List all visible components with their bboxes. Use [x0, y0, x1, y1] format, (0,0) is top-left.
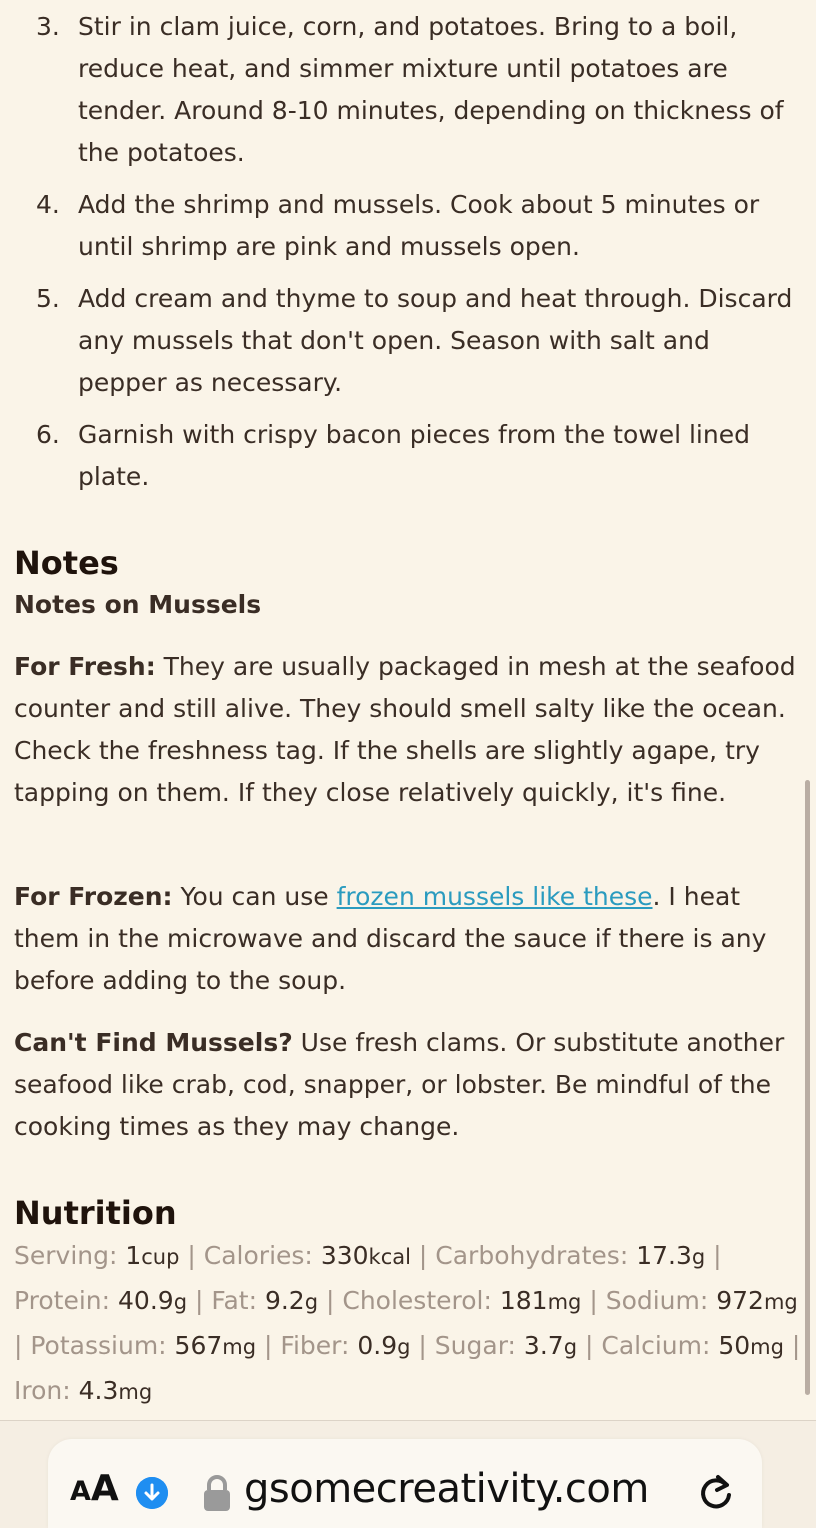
nutrition-label: Sodium:: [605, 1286, 717, 1315]
nutrition-label: Carbohydrates:: [435, 1241, 637, 1270]
nutrition-label: Calcium:: [601, 1331, 719, 1360]
note-fresh: [14, 646, 804, 814]
step-number: 4.: [36, 190, 60, 219]
nutrition-unit: cup: [141, 1245, 180, 1269]
nutrition-separator: |: [577, 1331, 602, 1360]
nutrition-value: 3.7: [523, 1331, 564, 1360]
nutrition-value: 181: [499, 1286, 548, 1315]
nutrition-unit: g: [173, 1290, 188, 1314]
step-number: 3.: [36, 12, 60, 41]
notes-subheading: Notes on Mussels: [14, 590, 262, 619]
nutrition-item-calcium: [601, 1331, 784, 1360]
nutrition-separator: |: [179, 1241, 204, 1270]
nutrition-label: Sugar:: [434, 1331, 524, 1360]
download-arrow-icon[interactable]: [136, 1477, 168, 1509]
nutrition-value: 1: [125, 1241, 142, 1270]
nutrition-label: Fiber:: [280, 1331, 358, 1360]
nutrition-value: 40.9: [118, 1286, 174, 1315]
notes-heading: Notes: [14, 544, 119, 582]
nutrition-unit: g: [397, 1335, 411, 1359]
nutrition-label: Calories:: [203, 1241, 321, 1270]
note-frozen-text-before: You can use: [172, 882, 337, 911]
nutrition-value: 9.2: [264, 1286, 305, 1315]
step-number: 6.: [36, 420, 60, 449]
step-text: Add cream and thyme to soup and heat through. Discard any mussels that don't open. Season with salt and pepper as necessary.: [78, 284, 793, 397]
url-text[interactable]: gsomecreativity.com: [244, 1466, 649, 1512]
step-text: Garnish with crispy bacon pieces from the towel lined plate.: [78, 420, 750, 491]
reader-text-size-button[interactable]: [70, 1469, 119, 1512]
step-number: 5.: [36, 284, 60, 313]
aa-big-letter: A: [90, 1468, 119, 1509]
nutrition-unit: mg: [763, 1290, 798, 1314]
nutrition-item-fat: [211, 1286, 318, 1315]
nutrition-value: 0.9: [357, 1331, 398, 1360]
nutrition-item-protein: [14, 1286, 187, 1315]
browser-bottom-bar: [0, 1420, 816, 1528]
nutrition-unit: mg: [750, 1335, 784, 1359]
step-text: Stir in clam juice, corn, and potatoes. Bring to a boil, reduce heat, and simmer mixture until potatoes are tender. Around 8-10 minutes, depending on thickness of the potatoes.: [78, 12, 784, 167]
note-frozen-label: For Frozen:: [14, 882, 173, 911]
nutrition-separator: |: [581, 1286, 606, 1315]
aa-small-letter: A: [70, 1476, 91, 1507]
nutrition-label: Protein:: [14, 1286, 119, 1315]
nutrition-unit: g: [304, 1290, 319, 1314]
frozen-mussels-link[interactable]: frozen mussels like these: [336, 882, 653, 911]
nutrition-item-serving: [14, 1241, 179, 1270]
nutrition-separator: |: [318, 1286, 343, 1315]
note-fresh-label: For Fresh:: [14, 652, 156, 681]
reload-icon[interactable]: [696, 1471, 736, 1515]
nutrition-facts: [14, 1234, 804, 1414]
nutrition-unit: mg: [222, 1335, 257, 1359]
nutrition-unit: mg: [547, 1290, 582, 1314]
nutrition-item-cholesterol: [342, 1286, 581, 1315]
lock-icon: [202, 1473, 232, 1513]
nutrition-separator: |: [705, 1241, 722, 1270]
nutrition-item-sodium: [606, 1286, 798, 1315]
nutrition-heading: Nutrition: [14, 1194, 177, 1232]
nutrition-value: 50: [718, 1331, 751, 1360]
nutrition-label: Iron:: [14, 1376, 79, 1405]
nutrition-value: 330: [320, 1241, 369, 1270]
nutrition-unit: g: [691, 1245, 706, 1269]
nutrition-item-potassium: [30, 1331, 256, 1360]
nutrition-value: 972: [716, 1286, 764, 1315]
nutrition-item-carbohydrates: [435, 1241, 705, 1270]
nutrition-label: Potassium:: [30, 1331, 175, 1360]
nutrition-unit: kcal: [368, 1245, 411, 1269]
page-scrollbar[interactable]: [805, 780, 810, 1395]
nutrition-separator: |: [783, 1331, 801, 1360]
nutrition-item-iron: [14, 1376, 152, 1405]
nutrition-separator: |: [187, 1286, 212, 1315]
nutrition-value: 4.3: [78, 1376, 119, 1405]
nutrition-unit: mg: [118, 1380, 153, 1404]
nutrition-item-sugar: [435, 1331, 577, 1360]
nutrition-item-fiber: [280, 1331, 410, 1360]
note-frozen-text-after: . I heat them in the microwave and discard the sauce if there is any before adding to the soup.: [14, 882, 767, 995]
nutrition-separator: |: [14, 1331, 31, 1360]
nutrition-value: 17.3: [636, 1241, 692, 1270]
nutrition-separator: |: [410, 1241, 436, 1270]
nutrition-label: Fat:: [211, 1286, 265, 1315]
nutrition-item-calories: [204, 1241, 411, 1270]
nutrition-label: Serving:: [14, 1241, 126, 1270]
nutrition-separator: |: [256, 1331, 281, 1360]
note-fresh-text: They are usually packaged in mesh at the seafood counter and still alive. They should smell salty like the ocean. Check the freshness tag. If the shells are slightly agape, try tapping on them. If they close relatively quickly, it's fine.: [14, 652, 796, 807]
note-no-mussels: [14, 1022, 804, 1148]
nutrition-label: Cholesterol:: [342, 1286, 500, 1315]
note-no-mussels-text: Use fresh clams. Or substitute another seafood like crab, cod, snapper, or lobster. Be mindful of the cooking times as they may change.: [14, 1028, 785, 1141]
note-no-mussels-label: Can't Find Mussels?: [14, 1028, 293, 1057]
nutrition-value: 567: [174, 1331, 223, 1360]
nutrition-separator: |: [410, 1331, 435, 1360]
address-bar[interactable]: [48, 1439, 762, 1528]
nutrition-unit: g: [563, 1335, 578, 1359]
step-text: Add the shrimp and mussels. Cook about 5 minutes or until shrimp are pink and mussels open.: [78, 190, 760, 261]
note-frozen: [14, 876, 804, 1002]
